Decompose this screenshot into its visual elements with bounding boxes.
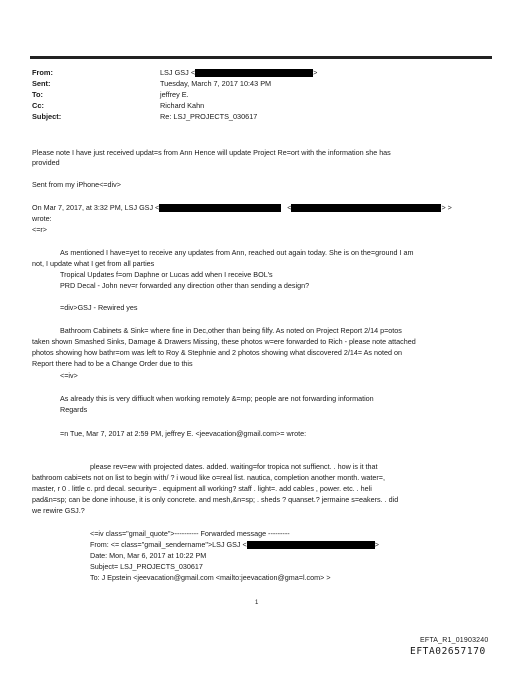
body-line: we rewire GSJ.? [32,506,85,515]
header-rule [30,56,492,59]
body-line: pad&n=sp; can be done inhouse, it is only concrete. and mesh,&n=sp; . sheds ? quanset.? jermaine s=eakers. . did [32,495,399,504]
body-line: Sent from my iPhone<=div> [32,180,121,189]
from-tail: > [313,67,318,77]
body-line: Bathroom Cabinets & Sink= where fine in Dec,other than being filfy. As noted on Project Report 2/14 p=otos [60,326,402,335]
subject-label: Subject: [32,111,62,121]
attribution-tail: > > [441,203,452,212]
body-line: <=r> [32,225,47,234]
body-line: As already this is very diffiuclt when working remotely &=mp; people are not forwarding information [60,394,374,403]
body-line: taken shown Smashed Sinks, Damage & Drawers Missing, these photos w=ere forwarded to Rich - please note attached [32,337,416,346]
body-line: master, r 0 . little c. prd decal. security= . equipment all working? staff . light=. add cables , power. etc. . heli [32,484,372,493]
forwarded-from-tail: > [374,540,379,549]
to-row [32,89,317,100]
redaction-bar [195,69,313,77]
body-line: <=iv> [60,371,78,380]
body-line: bathroom cabi=ets not on list to begin with/ ? i woud like o=real list. nautica, completion another month. water=, [32,473,385,482]
body-line: Date: Mon, Mar 6, 2017 at 10:22 PM [90,551,207,560]
to-value: jeffrey E. [160,89,189,99]
body-line: please rev=ew with projected dates. added. waiting=for tropica not suffienct. . how is it that [90,462,378,471]
body-line: provided [32,158,60,167]
body-line: Tropical Updates f=om Daphne or Lucas add when I receive BOL's [60,270,273,279]
body-line: photos showing how bathr=om was left to Roy & Stephnie and 2 photos showing what discovered 2/14= As noted on [32,348,402,357]
redaction-bar [291,204,441,212]
email-header [32,67,317,122]
body-line: To: J Epstein <jeevacation@gmail.com <mailto:jeevacation@gma=l.com> > [90,573,331,582]
body-line: <=iv class="gmail_quote">---------- Forwarded message --------- [90,529,290,538]
body-line: PRD Decal - John nev=r forwarded any direction other than sending a design? [60,281,310,290]
body-line: Regards [60,405,88,414]
redaction-bar [159,204,281,212]
attribution-text: On Mar 7, 2017, at 3:32 PM, LSJ GSJ < [32,203,160,212]
forwarded-from-text: From: <= class="gmail_sendername">LSJ GSJ < [90,540,247,549]
subject-value: Re: LSJ_PROJECTS_030617 [160,111,258,121]
body-line: wrote: [32,214,52,223]
cc-row [32,100,317,111]
body-line: not, I update what I get from all parties [32,259,155,268]
sent-value: Tuesday, March 7, 2017 10:43 PM [160,78,272,88]
quote-attribution [32,203,472,213]
from-value [160,68,317,78]
from-name: LSJ GSJ < [160,67,196,77]
bates-number-1: EFTA_R1_01903240 [420,637,489,644]
body-line: As mentioned I have=yet to receive any updates from Ann, reached out again today. She is on the=ground I am [60,248,414,257]
attribution-lt: < [287,203,292,212]
from-label: From: [32,67,53,77]
body-line: Please note I have just received updat=s from Ann Hence will update Project Re=ort with the information she has [32,148,391,157]
subject-row [32,111,317,122]
cc-label: Cc: [32,100,44,110]
redaction-bar [247,541,375,549]
body-line: =div>GSJ - Rewired yes [60,303,138,312]
sent-row [32,78,317,89]
forwarded-from [90,540,512,550]
to-label: To: [32,89,43,99]
cc-value: Richard Kahn [160,100,205,110]
sent-label: Sent: [32,78,51,88]
page-number: 1 [255,600,259,606]
body-line: =n Tue, Mar 7, 2017 at 2:59 PM, jeffrey E. <jeevacation@gmail.com>= wrote: [60,429,307,438]
body-line: Subject= LSJ_PROJECTS_030617 [90,562,203,571]
body-line: Report there had to be a Change Order due to this [32,359,193,368]
bates-number-2: EFTA02657170 [410,646,486,657]
from-row [32,67,317,78]
